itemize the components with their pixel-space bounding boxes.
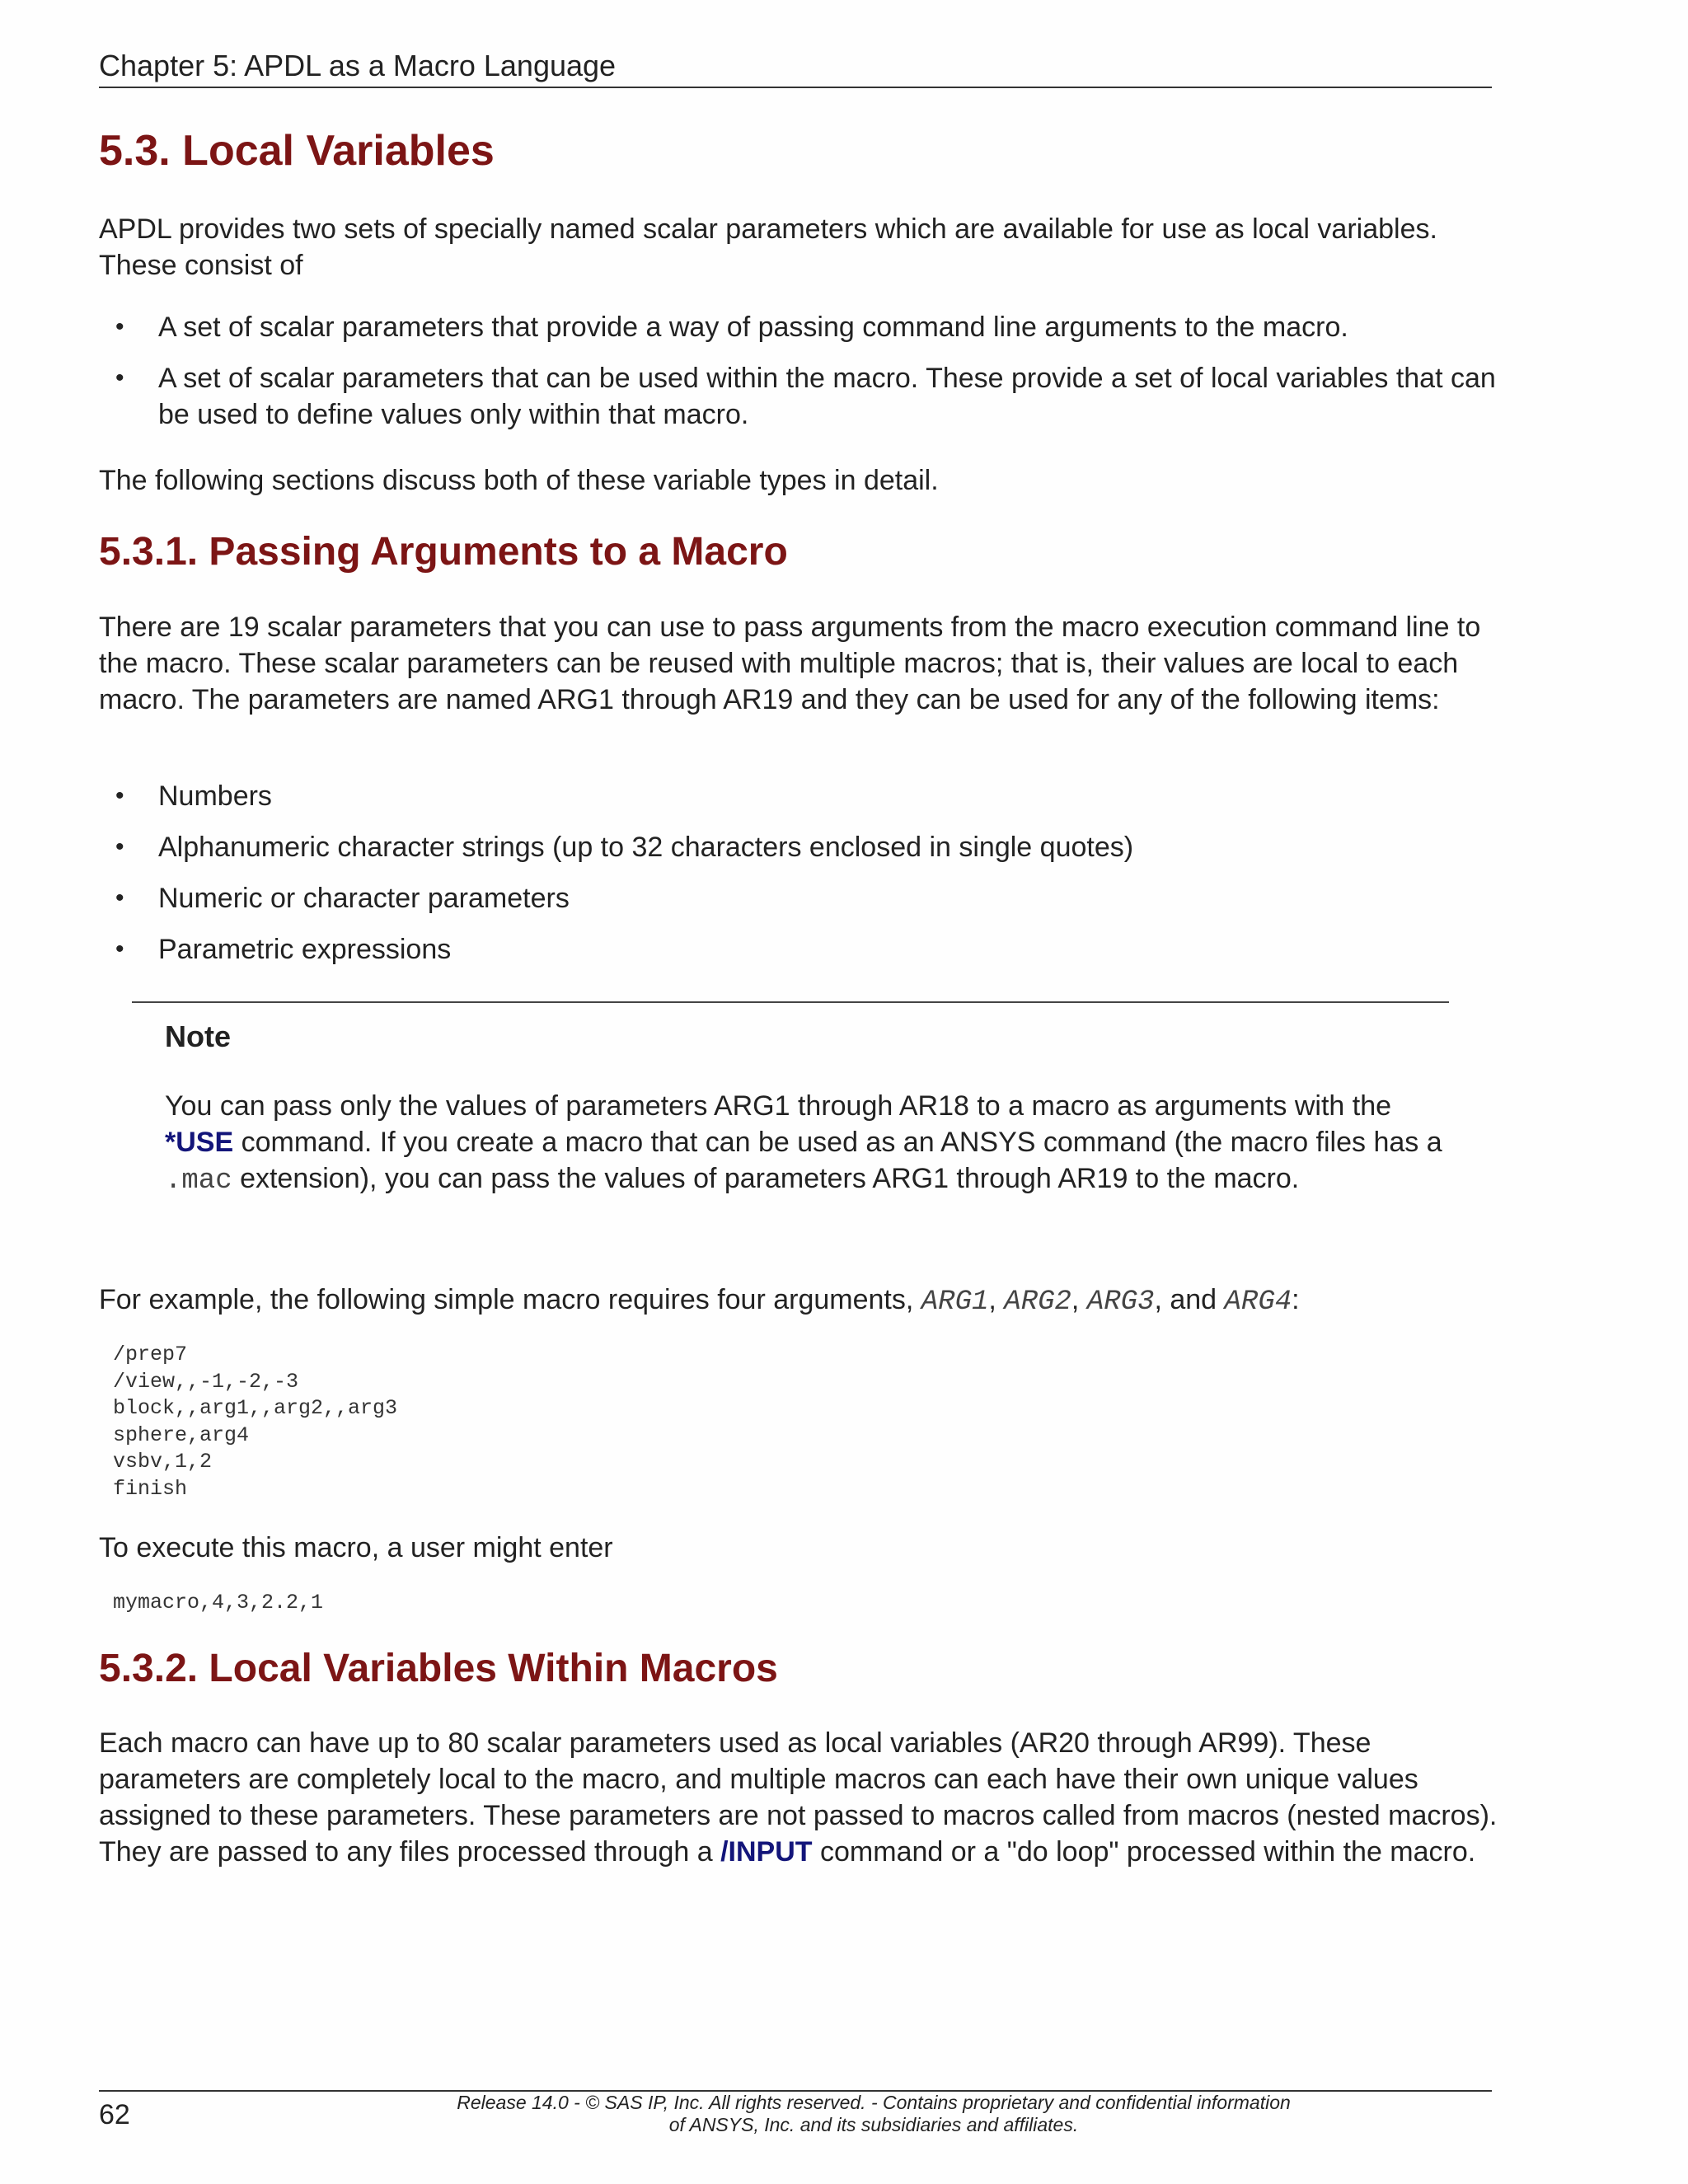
subsection-title-local-variables: 5.3.2. Local Variables Within Macros (99, 1647, 778, 1690)
bullet-icon: • (115, 364, 124, 391)
page-number: 62 (99, 2099, 130, 2130)
list-item: • Numeric or character parameters (99, 880, 1500, 916)
bullet-icon: • (115, 884, 124, 912)
input-command-link[interactable]: /INPUT (720, 1836, 813, 1868)
section-intro: APDL provides two sets of specially named scalar parameters which are available for use as local variables. These consist of (99, 213, 1437, 281)
use-command-link[interactable]: *USE (165, 1127, 234, 1158)
list-item: • Parametric expressions (99, 931, 1500, 968)
macro-code-block: /prep7 /view,,-1,-2,-3 block,,arg1,,arg2,,arg3 sphere,arg4 vsbv,1,2 finish (113, 1343, 398, 1501)
bullet-icon: • (115, 935, 124, 963)
list-item: • Numbers (99, 778, 1500, 814)
local-variables-paragraph: Each macro can have up to 80 scalar parameters used as local variables (AR20 through AR99). These parameters are completely local to the macro, and multiple macros can each have their own unique values assigned to these parameters. These parameters are not passed to macros called from macros (nested macros). They are passed to any files processed through a /INPUT command or a "do loop" processed within the macro. (99, 1727, 1498, 1868)
section-after-text: The following sections discuss both of these variable types in detail. (99, 465, 939, 496)
example-intro: For example, the following simple macro requires four arguments, ARG1, ARG2, ARG3, and ARG4: (99, 1284, 1300, 1318)
note-body: You can pass only the values of parameters ARG1 through AR18 to a macro as arguments with the *USE command. If you create a macro that can be used as an ANSYS command (the macro files has a .mac extension), you can pass the values of parameters ARG1 through AR19 to the macro. (165, 1090, 1442, 1197)
list-item: • Alphanumeric character strings (up to 32 characters enclosed in single quotes) (99, 829, 1500, 865)
arg4-variable: ARG4 (1224, 1286, 1292, 1318)
arg3-variable: ARG3 (1086, 1286, 1155, 1318)
mac-extension: .mac (165, 1165, 232, 1197)
list-item: • A set of scalar parameters that provide a way of passing command line arguments to the macro. (99, 309, 1500, 345)
subsection-title-passing-arguments: 5.3.1. Passing Arguments to a Macro (99, 530, 788, 574)
header-divider (99, 87, 1492, 88)
passing-arguments-paragraph: There are 19 scalar parameters that you can use to pass arguments from the macro execution command line to the macro. These scalar parameters can be reused with multiple macros; that is, their values are local to each macro. The parameters are named ARG1 through AR19 and they can be used for any of the following items: (99, 612, 1481, 715)
execute-code-block: mymacro,4,3,2.2,1 (113, 1591, 324, 1615)
section-bullet-list (99, 309, 1500, 433)
execute-text: To execute this macro, a user might enter (99, 1532, 613, 1563)
footer-copyright: Release 14.0 - © SAS IP, Inc. All rights reserved. - Contains proprietary and confidential information of ANSYS, Inc. and its subsidiaries and affiliates. (457, 2092, 1291, 2135)
bullet-icon: • (115, 313, 124, 340)
chapter-header: Chapter 5: APDL as a Macro Language (99, 49, 617, 82)
bullet-icon: • (115, 833, 124, 860)
section-title: 5.3. Local Variables (99, 127, 495, 175)
argument-types-list (99, 778, 1500, 968)
note-divider (132, 1001, 1449, 1003)
note-title: Note (165, 1019, 231, 1053)
list-item: • A set of scalar parameters that can be used within the macro. These provide a set of local variables that can be used to define values only within that macro. (99, 360, 1500, 433)
arg2-variable: ARG2 (1004, 1286, 1071, 1318)
arg1-variable: ARG1 (921, 1286, 989, 1318)
bullet-icon: • (115, 782, 124, 809)
